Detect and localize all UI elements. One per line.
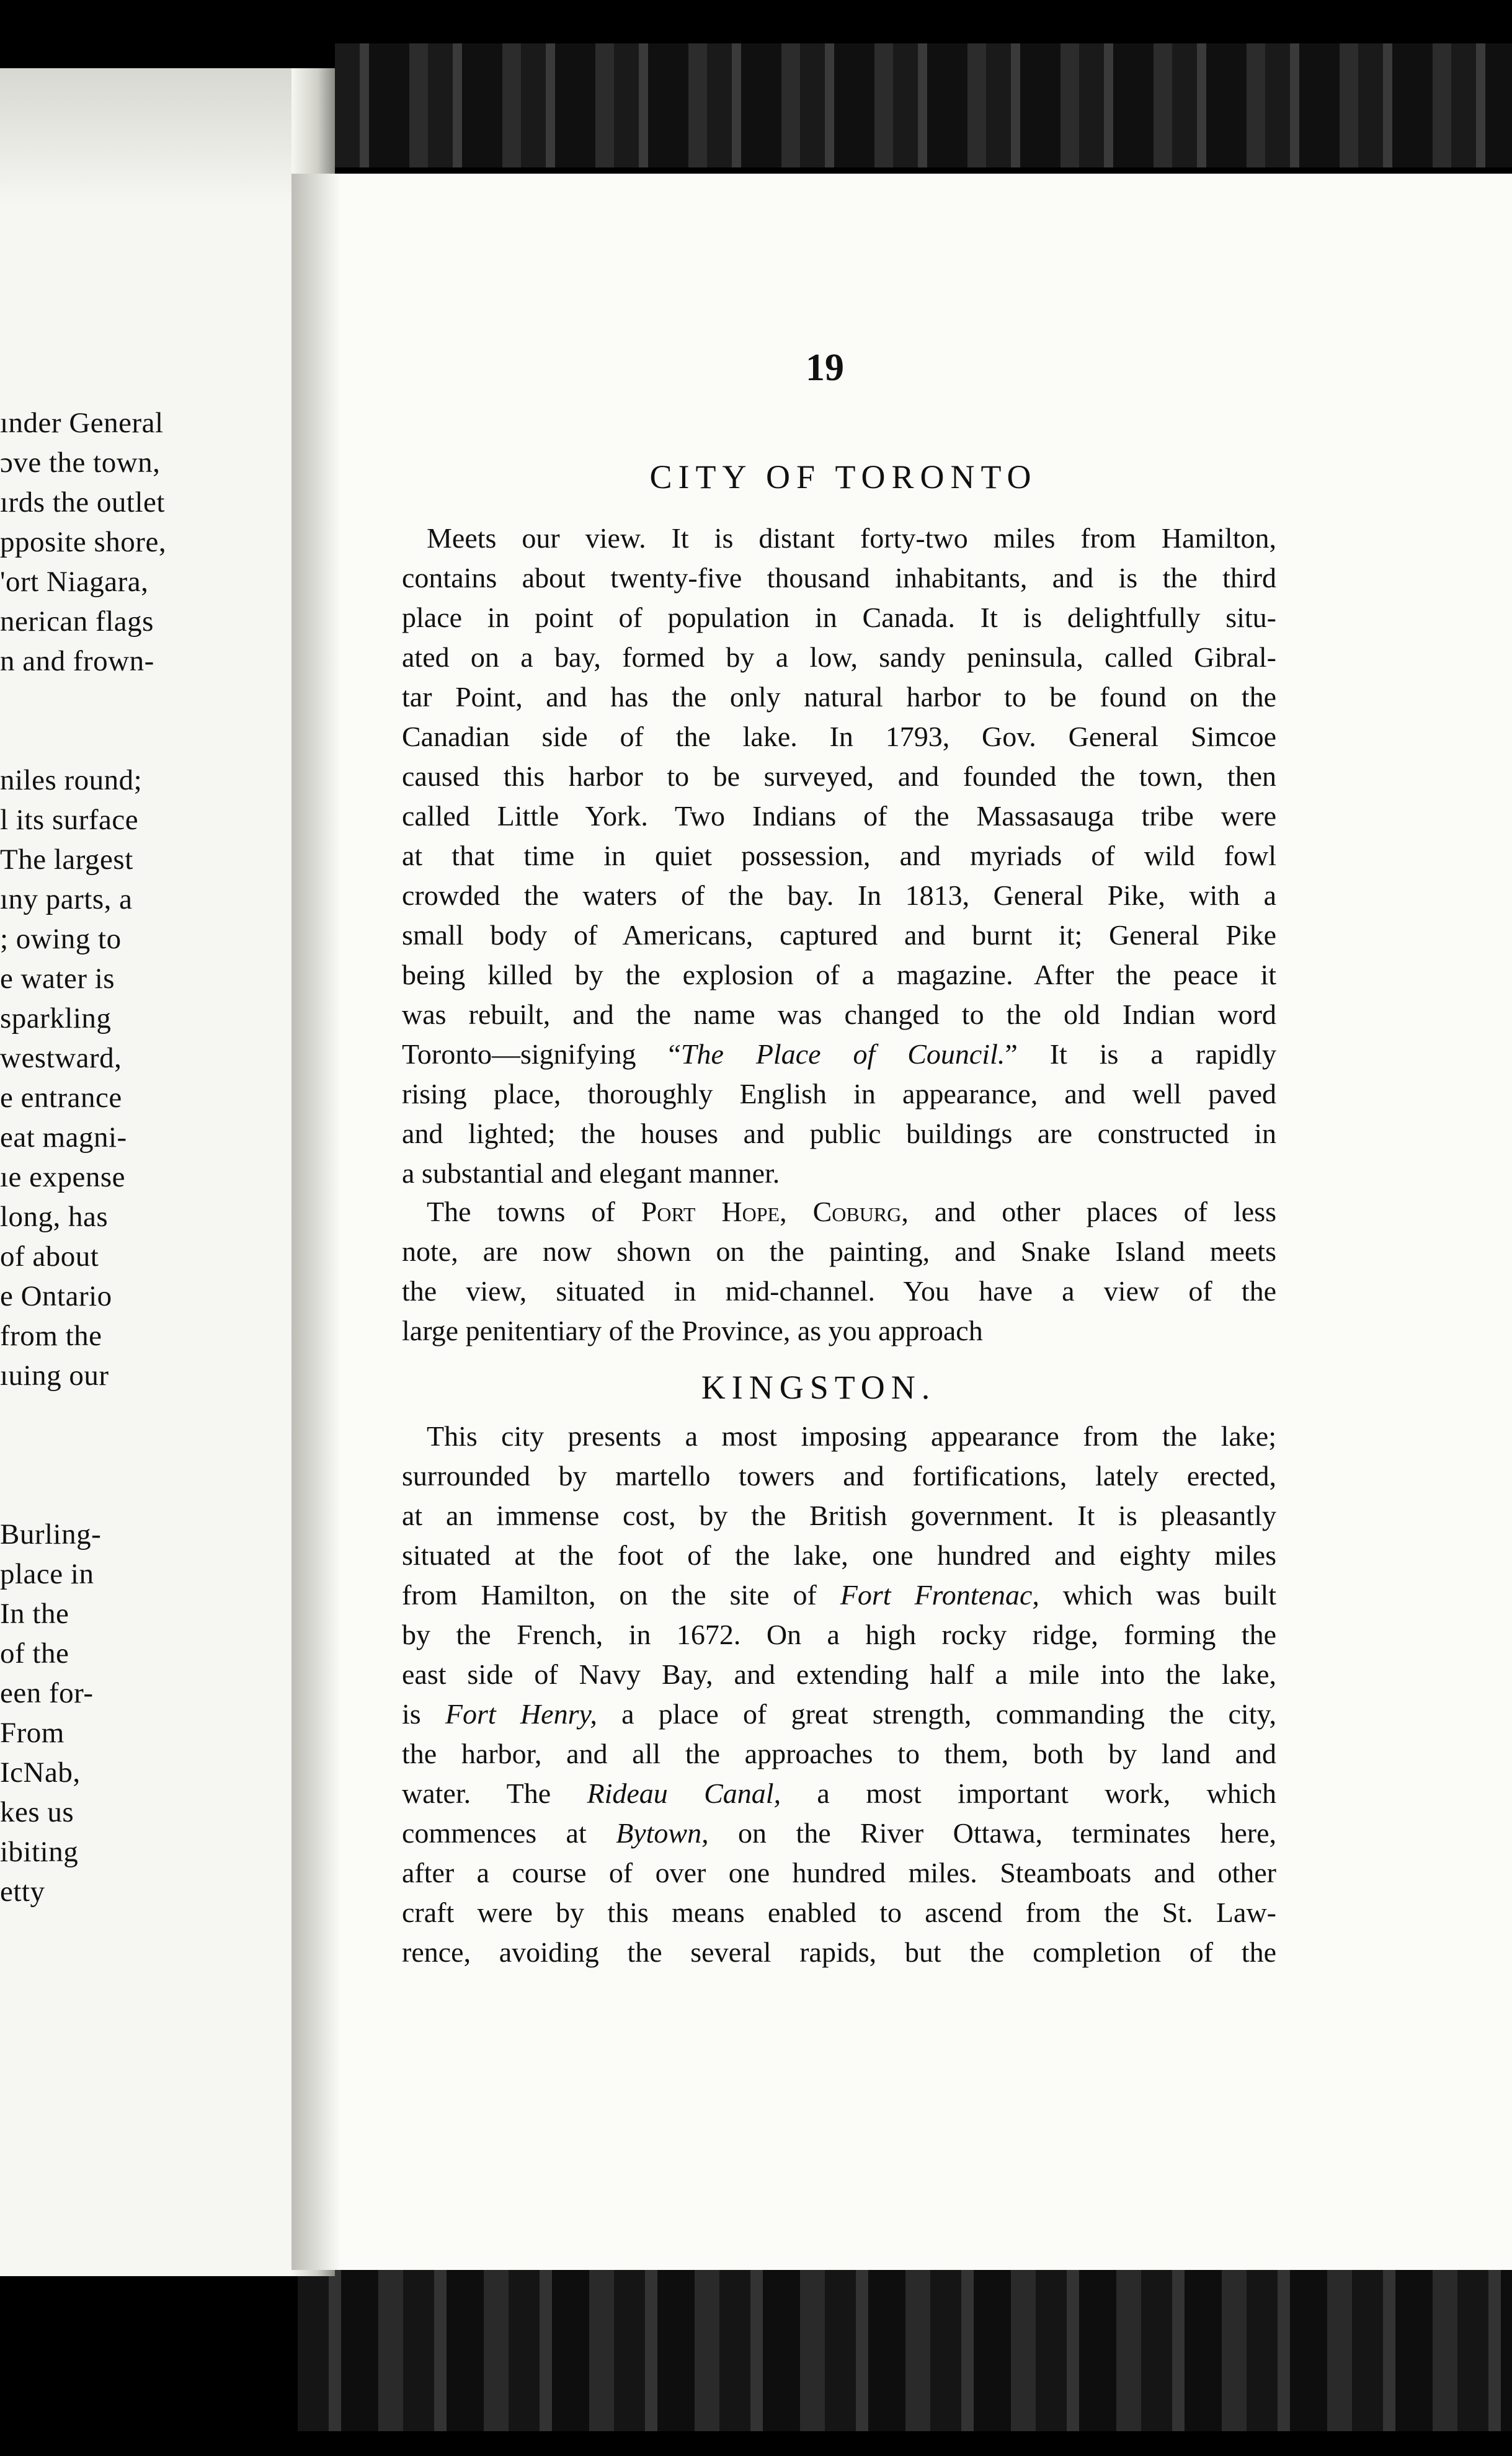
text-line xyxy=(402,1813,1276,1853)
text-line: This city presents a most imposing appearance from the lake; xyxy=(427,1420,1276,1452)
left-page-line: pposite shore, xyxy=(0,526,167,558)
text-line: the harbor, and all the approaches to them, both by land and xyxy=(402,1738,1276,1769)
text-line: place in point of population in Canada. It is delightfully situ- xyxy=(402,602,1276,633)
left-page-line: etty xyxy=(0,1875,45,1908)
text-line: Meets our view. It is distant forty-two miles from Hamilton, xyxy=(427,522,1276,554)
text-segment: ” It is a rapidly xyxy=(1005,1038,1276,1070)
left-page-line: ıe expense xyxy=(0,1161,126,1193)
text-line: ated on a bay, formed by a low, sandy peninsula, called Gibral- xyxy=(402,641,1276,673)
left-page-line: e water is xyxy=(0,963,115,995)
text-segment: is xyxy=(402,1698,445,1730)
left-page-line: 'ort Niagara, xyxy=(0,566,149,598)
left-page-line: From xyxy=(0,1717,64,1749)
left-facing-page xyxy=(0,68,335,2276)
text-segment: from Hamilton, on the site of xyxy=(402,1579,840,1611)
text-line: a substantial and elegant manner. xyxy=(402,1157,780,1189)
left-page-line: ; owing to xyxy=(0,923,122,955)
left-page-line: westward, xyxy=(0,1042,122,1074)
left-page-line: of the xyxy=(0,1637,69,1670)
left-page-line: long, has xyxy=(0,1201,109,1233)
text-segment: , xyxy=(780,1196,813,1227)
text-segment: water. The xyxy=(402,1777,587,1809)
left-page-line: Burling- xyxy=(0,1518,102,1551)
text-segment: a place of great strength, commanding the city, xyxy=(597,1698,1276,1730)
text-line: crowded the waters of the bay. In 1813, General Pike, with a xyxy=(402,879,1276,911)
scan-border-top xyxy=(335,43,1512,167)
left-page-line: kes us xyxy=(0,1796,74,1828)
text-segment: , and other places of less xyxy=(901,1196,1276,1227)
scan-border-bottom xyxy=(298,2270,1512,2431)
text-line: craft were by this means enabled to ascend from the St. Law- xyxy=(402,1897,1276,1928)
paragraph-toronto-2 xyxy=(402,1192,1276,1351)
right-page-gutter-shadow xyxy=(291,174,341,2270)
text-line: at an immense cost, by the British government. It is pleasantly xyxy=(402,1500,1276,1531)
left-page-line: eat magni- xyxy=(0,1121,127,1154)
italic-rideau-canal: Rideau Canal, xyxy=(587,1777,781,1809)
text-line: after a course of over one hundred miles. Steamboats and other xyxy=(402,1857,1276,1889)
left-page-line: from the xyxy=(0,1320,102,1352)
left-page-line: ıny parts, a xyxy=(0,883,133,915)
left-page-line: place in xyxy=(0,1558,94,1590)
text-line: small body of Americans, captured and burnt it; General Pike xyxy=(402,919,1276,951)
left-page-line: sparkling xyxy=(0,1002,112,1034)
text-line: tar Point, and has the only natural harbor to be found on the xyxy=(402,681,1276,713)
left-page-line: In the xyxy=(0,1598,69,1630)
text-line xyxy=(402,1192,1276,1232)
text-line: situated at the foot of the lake, one hundred and eighty miles xyxy=(402,1539,1276,1571)
text-line: being killed by the explosion of a magazine. After the peace it xyxy=(402,959,1276,990)
left-page-line: The largest xyxy=(0,843,133,876)
text-line: east side of Navy Bay, and extending half a mile into the lake, xyxy=(402,1658,1276,1690)
text-line: was rebuilt, and the name was changed to the old Indian word xyxy=(402,999,1276,1030)
place-coburg: Coburg xyxy=(812,1196,902,1227)
left-page-line: l its surface xyxy=(0,804,139,836)
place-port-hope: Port Hope xyxy=(641,1196,780,1227)
paragraph-toronto-1 xyxy=(402,518,1276,1193)
text-line: Canadian side of the lake. In 1793, Gov. General Simcoe xyxy=(402,721,1276,752)
left-page-line: niles round; xyxy=(0,764,143,796)
left-page-line: n and frown- xyxy=(0,645,154,677)
left-page-line: of about xyxy=(0,1240,99,1273)
left-page-line: ırds the outlet xyxy=(0,486,165,518)
text-segment: which was built xyxy=(1039,1579,1276,1611)
left-page-line: ɔve the town, xyxy=(0,447,161,479)
heading-kingston: KINGSTON. xyxy=(701,1369,936,1406)
italic-bytown: Bytown, xyxy=(616,1817,709,1849)
italic-fort-frontenac: Fort Frontenac, xyxy=(840,1579,1039,1611)
left-page-line: IcNab, xyxy=(0,1756,81,1789)
page-number: 19 xyxy=(806,347,844,389)
text-segment: on the River Ottawa, terminates here, xyxy=(708,1817,1276,1849)
left-page-line: ibiting xyxy=(0,1836,79,1868)
text-segment: The towns of xyxy=(427,1196,641,1227)
text-line xyxy=(402,1575,1276,1615)
text-line xyxy=(402,1694,1276,1734)
text-line: large penitentiary of the Province, as you approach xyxy=(402,1315,983,1346)
left-page-line: e Ontario xyxy=(0,1280,112,1312)
text-line: contains about twenty-five thousand inhabitants, and is the third xyxy=(402,562,1276,594)
text-line: the view, situated in mid-channel. You have a view of the xyxy=(402,1275,1276,1307)
text-line: surrounded by martello towers and fortifications, lately erected, xyxy=(402,1460,1276,1492)
text-line: note, are now shown on the painting, and Snake Island meets xyxy=(402,1235,1276,1267)
text-line xyxy=(402,1774,1276,1813)
text-line: caused this harbor to be surveyed, and founded the town, then xyxy=(402,760,1276,792)
italic-quote: The Place of Council. xyxy=(680,1038,1005,1070)
heading-city-of-toronto: CITY OF TORONTO xyxy=(649,458,1038,496)
left-page-line: ıuing our xyxy=(0,1359,109,1392)
text-line: and lighted; the houses and public buildings are constructed in xyxy=(402,1118,1276,1149)
left-page-line: een for- xyxy=(0,1677,94,1709)
text-line xyxy=(402,1034,1276,1074)
paragraph-kingston xyxy=(402,1417,1276,1972)
text-line: at that time in quiet possession, and myriads of wild fowl xyxy=(402,840,1276,871)
text-segment: commences at xyxy=(402,1817,616,1849)
text-segment: a most important work, which xyxy=(781,1777,1276,1809)
left-page-binding xyxy=(0,68,335,205)
text-line: rence, avoiding the several rapids, but the completion of the xyxy=(402,1936,1276,1968)
text-line: rising place, thoroughly English in appearance, and well paved xyxy=(402,1078,1276,1110)
text-line: called Little York. Two Indians of the Massasauga tribe were xyxy=(402,800,1276,832)
left-page-line: e entrance xyxy=(0,1082,122,1114)
left-page-line: nerican flags xyxy=(0,605,154,638)
italic-fort-henry: Fort Henry, xyxy=(445,1698,597,1730)
text-segment: Toronto—signifying “ xyxy=(402,1038,681,1070)
left-page-line: ınder General xyxy=(0,407,164,439)
text-line: by the French, in 1672. On a high rocky ridge, forming the xyxy=(402,1619,1276,1650)
